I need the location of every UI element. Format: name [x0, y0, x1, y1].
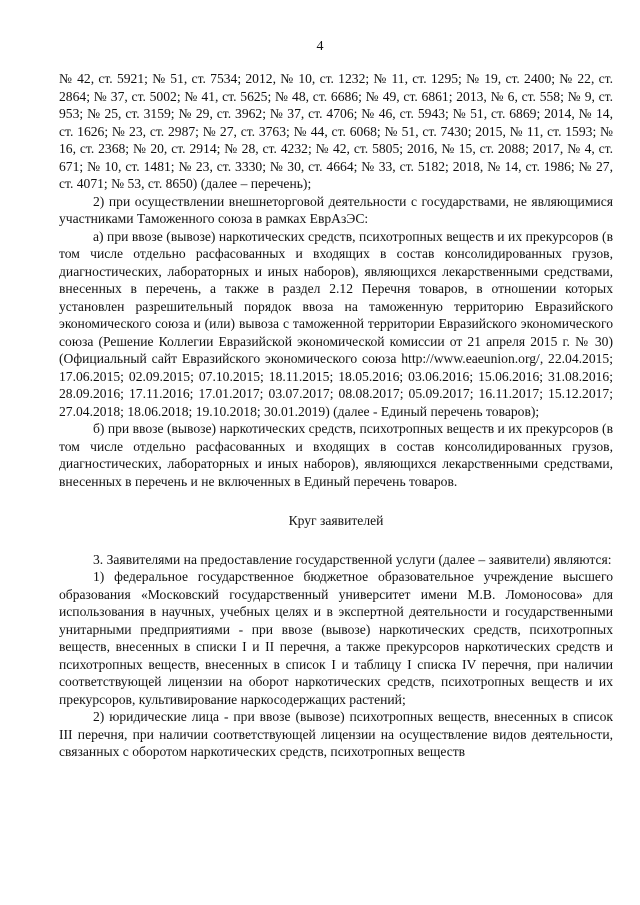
paragraph-item-2a: а) при ввозе (вывозе) наркотических средств, психотропных веществ и их прекурсоров (в том числе отдельно расфасованных и входящих в состав консолидированных грузов, диагностических, лабораторных и иных наборов), являющихся лекарственными средствами, внесенных в перечень, а также в раздел 2.12 Перечня товаров, в отношении которых установлен разрешительный порядок ввоза на таможенную территорию Евразийского экономического союза и (или) вывоза с таможенной территории Евразийского экономического союза (Решение Коллегии Евразийской экономической комиссии от 21 апреля 2015 г. № 30) (Официальный сайт Евразийского экономического союза http://www.eaeunion.org/, 22.04.2015; 17.06.2015; 02.09.2015; 07.10.2015; 18.11.2015; 18.05.2016; 03.06.2016; 15.06.2016; 31.08.2016; 28.09.2016; 17.11.2016; 17.01.2017; 03.07.2017; 08.08.2017; 05.09.2017; 16.11.2017; 15.12.2017; 27.04.2018; 18.06.2018; 19.10.2018; 30.01.2019) (далее - Единый перечень товаров);	[59, 228, 613, 419]
paragraph-item-2b: б) при ввозе (вывозе) наркотических средств, психотропных веществ и их прекурсоров (в том числе отдельно расфасованных и входящих в состав консолидированных грузов, диагностических, лабораторных и иных наборов), являющихся лекарственными средствами, внесенных в перечень и не включенных в Единый перечень товаров.	[59, 421, 613, 489]
document-body	[59, 70, 613, 761]
paragraph-item-3-2: 2) юридические лица - при ввозе (вывозе) психотропных веществ, внесенных в список III перечня, при наличии соответствующей лицензии на осуществление видов деятельности, связанных с оборотом наркотических средств, психотропных веществ	[59, 709, 613, 759]
paragraph-references-continuation: № 42, ст. 5921; № 51, ст. 7534; 2012, № 10, ст. 1232; № 11, ст. 1295; № 19, ст. 2400; № 22, ст. 2864; № 37, ст. 5002; № 41, ст. 5625; № 48, ст. 6686; № 49, ст. 6861; 2013, № 6, ст. 558; № 9, ст. 953; № 25, ст. 3159; № 29, ст. 3962; № 37, ст. 4706; № 46, ст. 5943; № 51, ст. 6869; 2014, № 14, ст. 1626; № 23, ст. 2987; № 27, ст. 3763; № 44, ст. 6068; № 51, ст. 7430; 2015, № 11, ст. 1593; № 16, ст. 2368; № 20, ст. 2914; № 28, ст. 4232; № 42, ст. 5805; 2016, № 15, ст. 2088; 2017, № 4, ст. 671; № 10, ст. 1481; № 23, ст. 3330; № 30, ст. 4664; № 33, ст. 5182; 2018, № 14, ст. 1986; № 27, ст. 4071; № 53, ст. 8650) (далее – перечень);	[59, 71, 613, 191]
paragraph-item-3: 3. Заявителями на предоставление государственной услуги (далее – заявители) являются:	[93, 551, 612, 567]
paragraph-item-2: 2) при осуществлении внешнеторговой деятельности с государствами, не являющимися участниками Таможенного союза в рамках ЕврАзЭС:	[59, 193, 613, 226]
section-heading: Круг заявителей	[288, 513, 384, 528]
page-number: 4	[316, 39, 324, 54]
paragraph-item-3-1: 1) федеральное государственное бюджетное образовательное учреждение высшего образования «Московский государственный университет имени М.В. Ломоносова» для использования в научных, учебных целях и в экспертной деятельности и государственными унитарными предприятиями - при ввозе (вывозе) наркотических средств, психотропных веществ, внесенных в списки I и II перечня, а также прекурсоров наркотических средств и психотропных веществ, внесенных в список I и таблицу I списка IV перечня, при наличии соответствующей лицензии на оборот наркотических средств, психотропных веществ и их прекурсоров, культивирование наркосодержащих растений;	[59, 569, 613, 707]
